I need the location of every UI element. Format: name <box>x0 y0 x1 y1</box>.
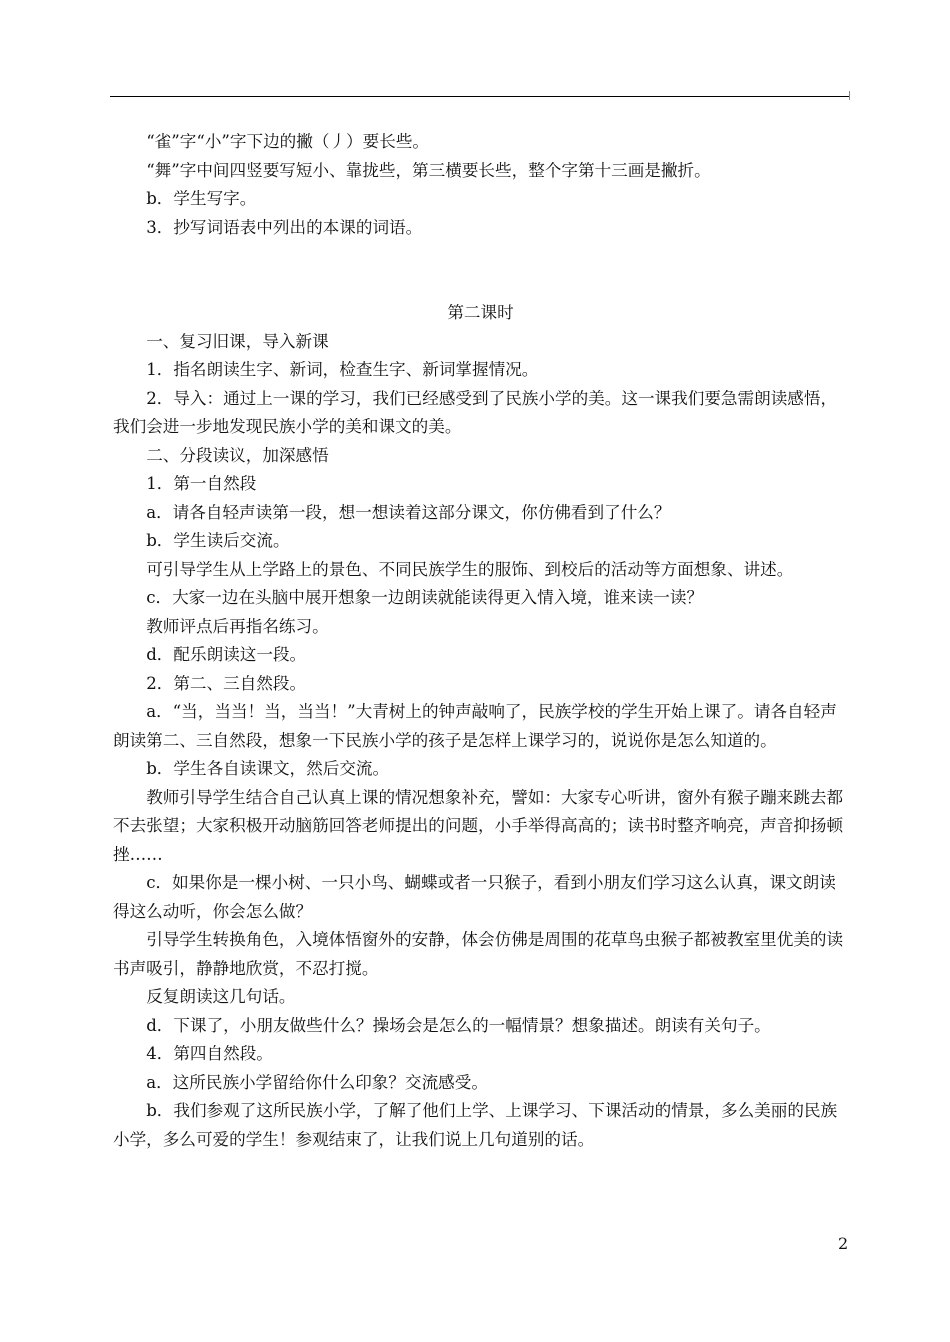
paragraph: a．请各自轻声读第一段，想一想读着这部分课文，你仿佛看到了什么？ <box>146 502 671 522</box>
section-spacer <box>113 242 848 299</box>
paragraph: c．大家一边在头脑中展开想象一边朗读就能读得更入情入境，谁来读一读？ <box>146 588 704 607</box>
paragraph: 可引导学生从上学路上的景色、不同民族学生的服饰、到校后的活动等方面想象、讲述。 <box>146 559 794 579</box>
document-body <box>113 128 848 1154</box>
paragraph: b．学生读后交流。 <box>146 531 290 550</box>
page-number: 2 <box>838 1234 849 1253</box>
paragraph: 一、复习旧课，导入新课 <box>146 331 329 351</box>
paragraph: 教师引导学生结合自己认真上课的情况想象补充，譬如：大家专心听讲，窗外有猴子蹦来跳去都不去张望；大家积极开动脑筋回答老师提出的问题，小手举得高高的；读书时整齐响亮，声音抑扬顿挫…… <box>113 787 844 864</box>
paragraph: 反复朗读这几句话。 <box>146 987 296 1006</box>
paragraph: d．配乐朗读这一段。 <box>146 645 307 664</box>
header-tick-mark <box>849 91 850 100</box>
paragraph: 4．第四自然段。 <box>146 1044 273 1063</box>
paragraph: 二、分段读议，加深感悟 <box>146 445 329 465</box>
paragraph: 2．第二、三自然段。 <box>146 673 307 693</box>
paragraph: b．学生各自读课文，然后交流。 <box>146 759 390 778</box>
paragraph: b．学生写字。 <box>146 189 257 208</box>
paragraph: 引导学生转换角色，入境体悟窗外的安静，体会仿佛是周围的花草鸟虫猴子都被教室里优美的读书声吸引，静静地欣赏，不忍打搅。 <box>113 930 844 978</box>
paragraph: “雀”字“小”字下边的撇（丿）要长些。 <box>146 132 430 151</box>
paragraph: 2．导入：通过上一课的学习，我们已经感受到了民族小学的美。这一课我们要急需朗读感悟，我们会进一步地发现民族小学的美和课文的美。 <box>113 388 838 436</box>
paragraph: 3．抄写词语表中列出的本课的词语。 <box>146 217 423 237</box>
paragraph: a．“当，当当！当，当当！”大青树上的钟声敲响了，民族学校的学生开始上课了。请各自轻声朗读第二、三自然段，想象一下民族小学的孩子是怎样上课学习的，说说你是怎么知道的。 <box>113 702 837 750</box>
paragraph: d．下课了，小朋友做些什么？操场会是怎么的一幅情景？想象描述。朗读有关句子。 <box>146 1015 771 1035</box>
paragraph: a．这所民族小学留给你什么印象？交流感受。 <box>146 1072 488 1092</box>
paragraph: “舞”字中间四竖要写短小、靠拢些，第三横要长些，整个字第十三画是撇折。 <box>146 160 711 180</box>
header-rule <box>110 96 849 97</box>
paragraph: c．如果你是一棵小树、一只小鸟、蝴蝶或者一只猴子，看到小朋友们学习这么认真，课文朗读得这么动听，你会怎么做？ <box>113 873 836 921</box>
paragraph: 1．第一自然段 <box>146 474 257 493</box>
paragraph: 1．指名朗读生字、新词，检查生字、新词掌握情况。 <box>146 360 539 379</box>
paragraph: 教师评点后再指名练习。 <box>146 616 329 636</box>
paragraph: b．我们参观了这所民族小学，了解了他们上学、上课学习、下课活动的情景，多么美丽的民族小学，多么可爱的学生！参观结束了，让我们说上几句道别的话。 <box>113 1101 838 1149</box>
section-heading: 第二课时 <box>447 303 514 322</box>
